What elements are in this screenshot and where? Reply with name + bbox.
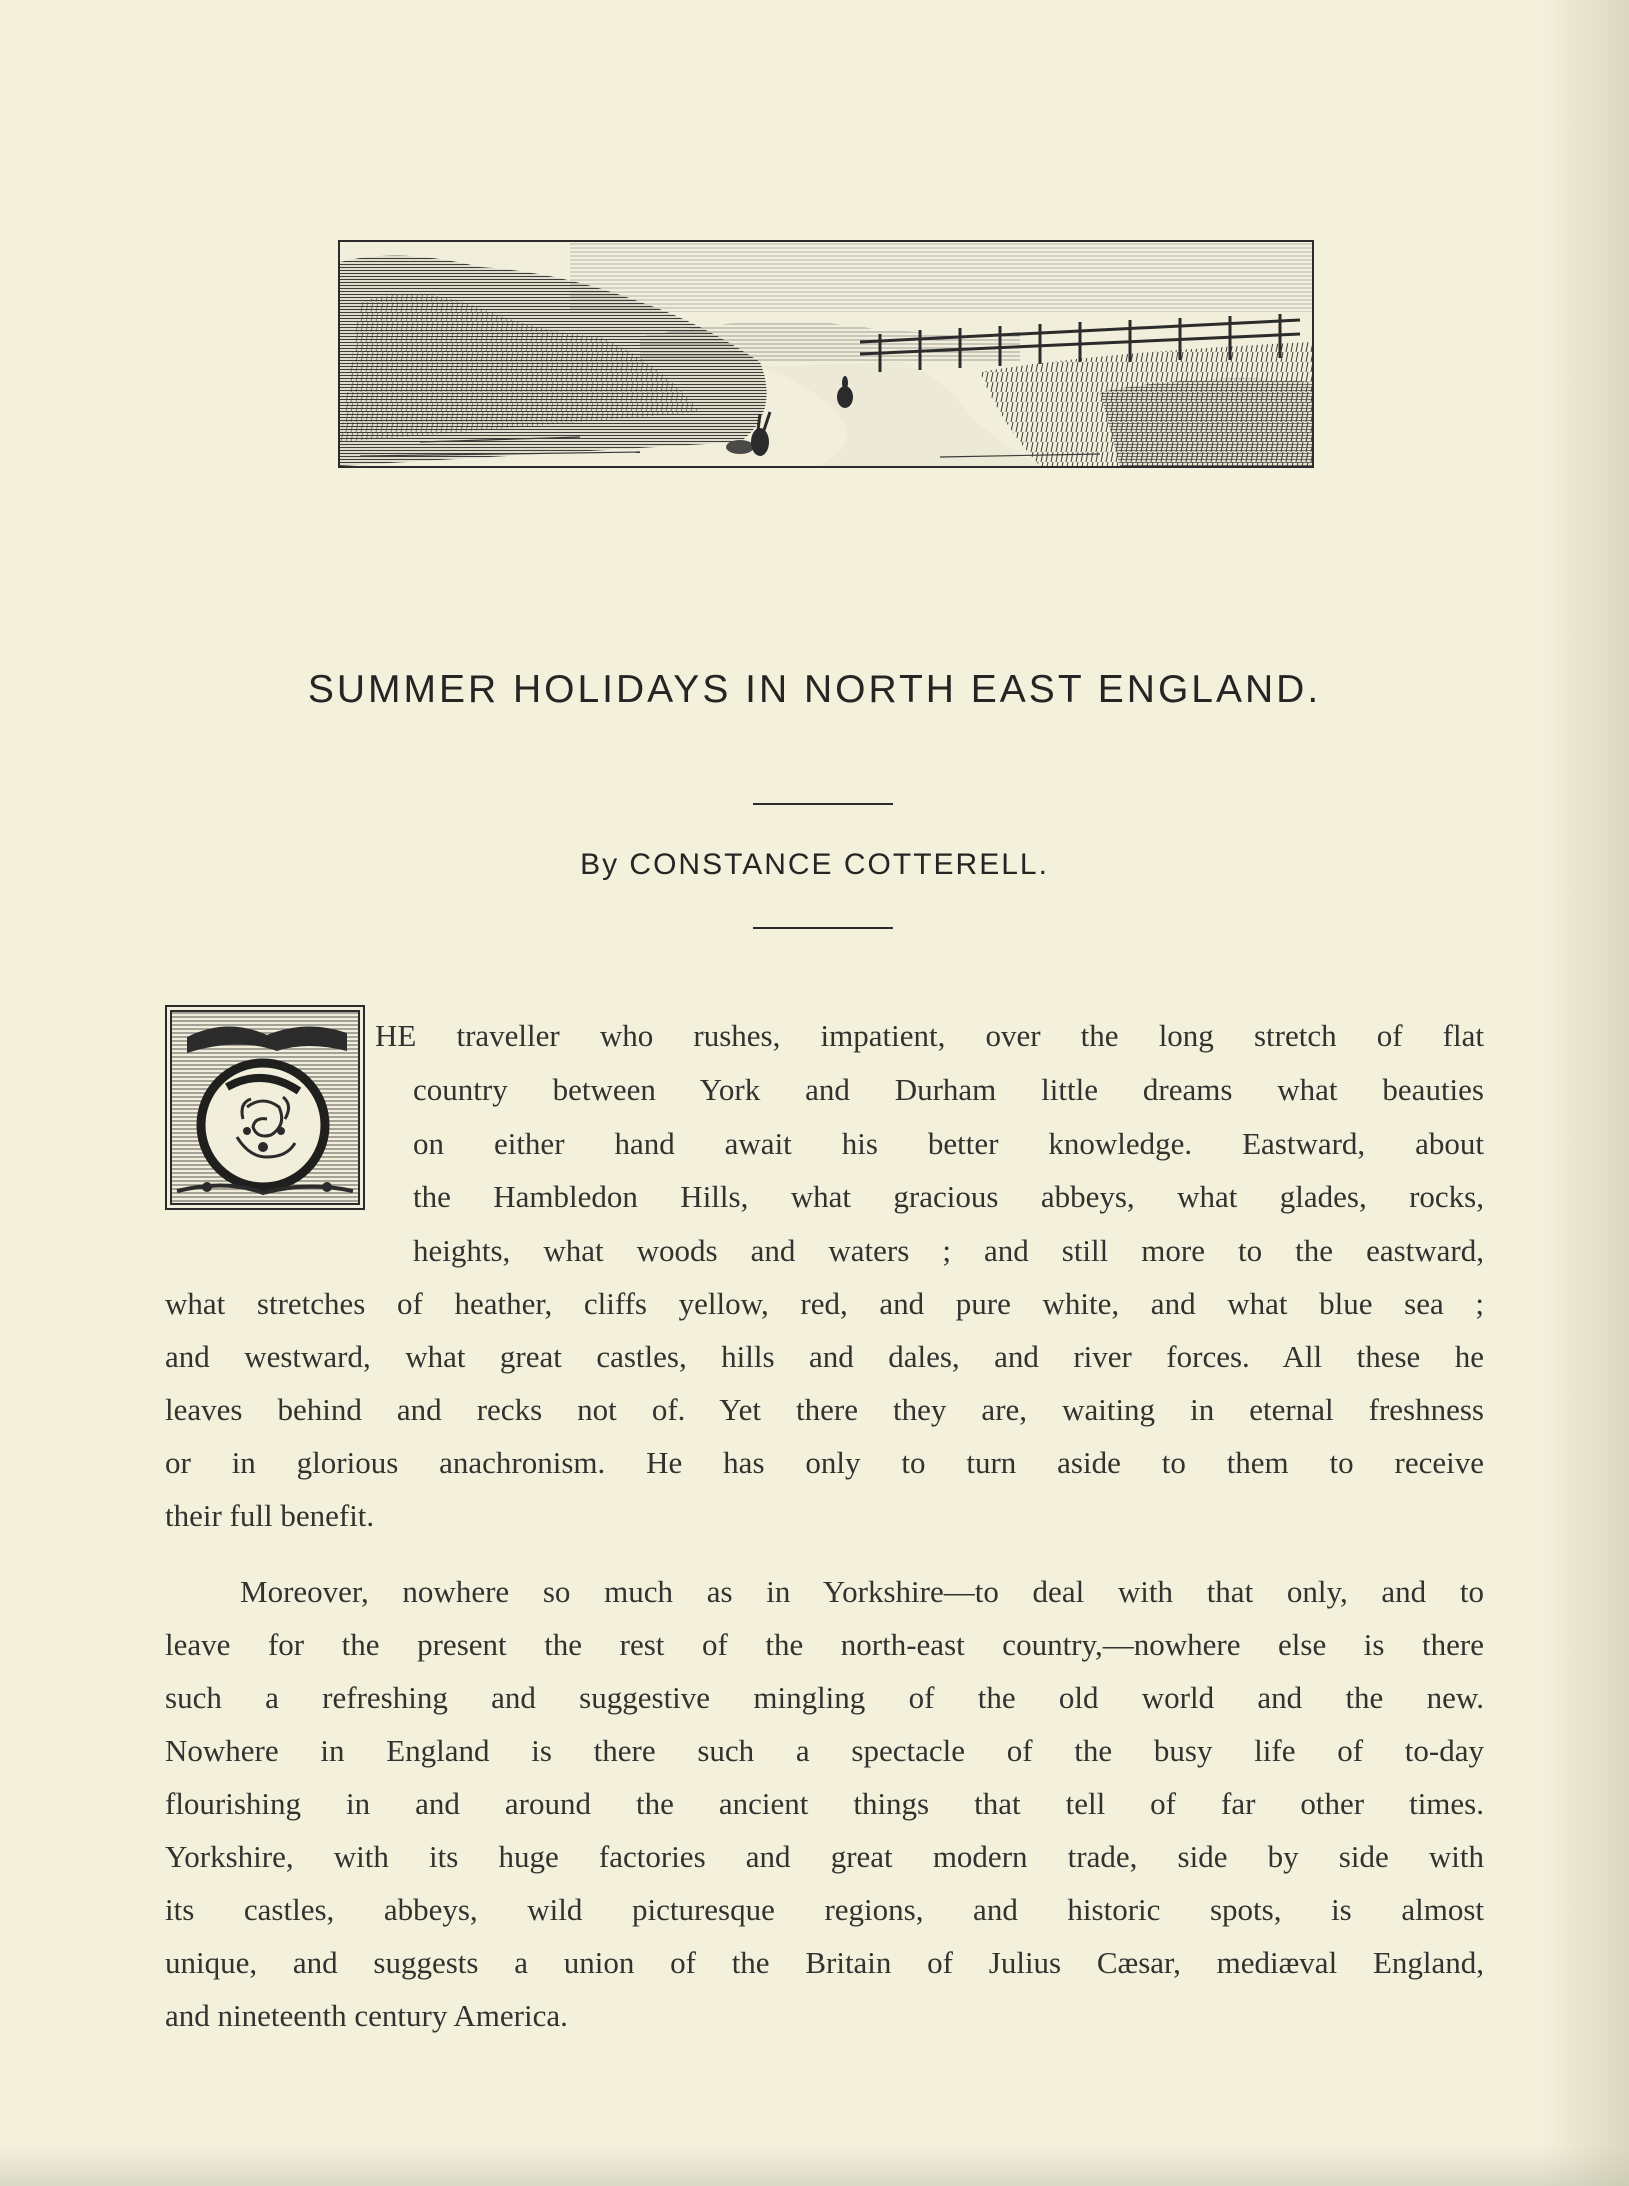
paragraph-2-line-9: and nineteenth century America. xyxy=(165,1998,568,2033)
paragraph-1-line-9: or in glorious anachronism. He has only to turn aside to them to receive xyxy=(165,1445,1484,1480)
paragraph-1-line-4: the Hambledon Hills, what gracious abbeys, what glades, rocks, xyxy=(413,1179,1484,1214)
drop-cap-ornament xyxy=(165,1005,365,1210)
paragraph-1-line-6: what stretches of heather, cliffs yellow, red, and pure white, and what blue sea ; xyxy=(165,1286,1484,1321)
page-edge-shadow xyxy=(1539,0,1629,2186)
paragraph-1-line-1: HE traveller who rushes, impatient, over the long stretch of flat xyxy=(375,1018,1484,1053)
header-illustration xyxy=(338,240,1314,468)
page-bottom-shadow xyxy=(0,2146,1629,2186)
paragraph-2-line-3: such a refreshing and suggestive mingling of the old world and the new. xyxy=(165,1680,1484,1715)
paragraph-1-line-8: leaves behind and recks not of. Yet there they are, waiting in eternal freshness xyxy=(165,1392,1484,1427)
paragraph-1-line-3: on either hand await his better knowledge. Eastward, about xyxy=(413,1126,1484,1161)
paragraph-1-line-10: their full benefit. xyxy=(165,1498,375,1533)
paragraph-2-line-4: Nowhere in England is there such a spectacle of the busy life of to-day xyxy=(165,1733,1484,1768)
title-divider xyxy=(753,803,893,805)
paragraph-2-line-5: flourishing in and around the ancient things that tell of far other times. xyxy=(165,1786,1484,1821)
paragraph-1-line-2: country between York and Durham little dreams what beauties xyxy=(413,1072,1484,1107)
article-byline: By CONSTANCE COTTERELL. xyxy=(580,848,1049,881)
paragraph-2-line-1: Moreover, nowhere so much as in Yorkshire—to deal with that only, and to xyxy=(240,1574,1484,1609)
byline-divider xyxy=(753,927,893,929)
paragraph-2-line-2: leave for the present the rest of the north-east country,—nowhere else is there xyxy=(165,1627,1484,1662)
paragraph-2-line-7: its castles, abbeys, wild picturesque regions, and historic spots, is almost xyxy=(165,1892,1484,1927)
article-title: SUMMER HOLIDAYS IN NORTH EAST ENGLAND. xyxy=(307,668,1322,711)
paragraph-1-line-7: and westward, what great castles, hills and dales, and river forces. All these he xyxy=(165,1339,1484,1374)
paragraph-2-line-8: unique, and suggests a union of the Britain of Julius Cæsar, mediæval England, xyxy=(165,1945,1484,1980)
paragraph-1-line-5: heights, what woods and waters ; and still more to the eastward, xyxy=(413,1233,1484,1268)
paragraph-2-line-6: Yorkshire, with its huge factories and great modern trade, side by side with xyxy=(165,1839,1484,1874)
